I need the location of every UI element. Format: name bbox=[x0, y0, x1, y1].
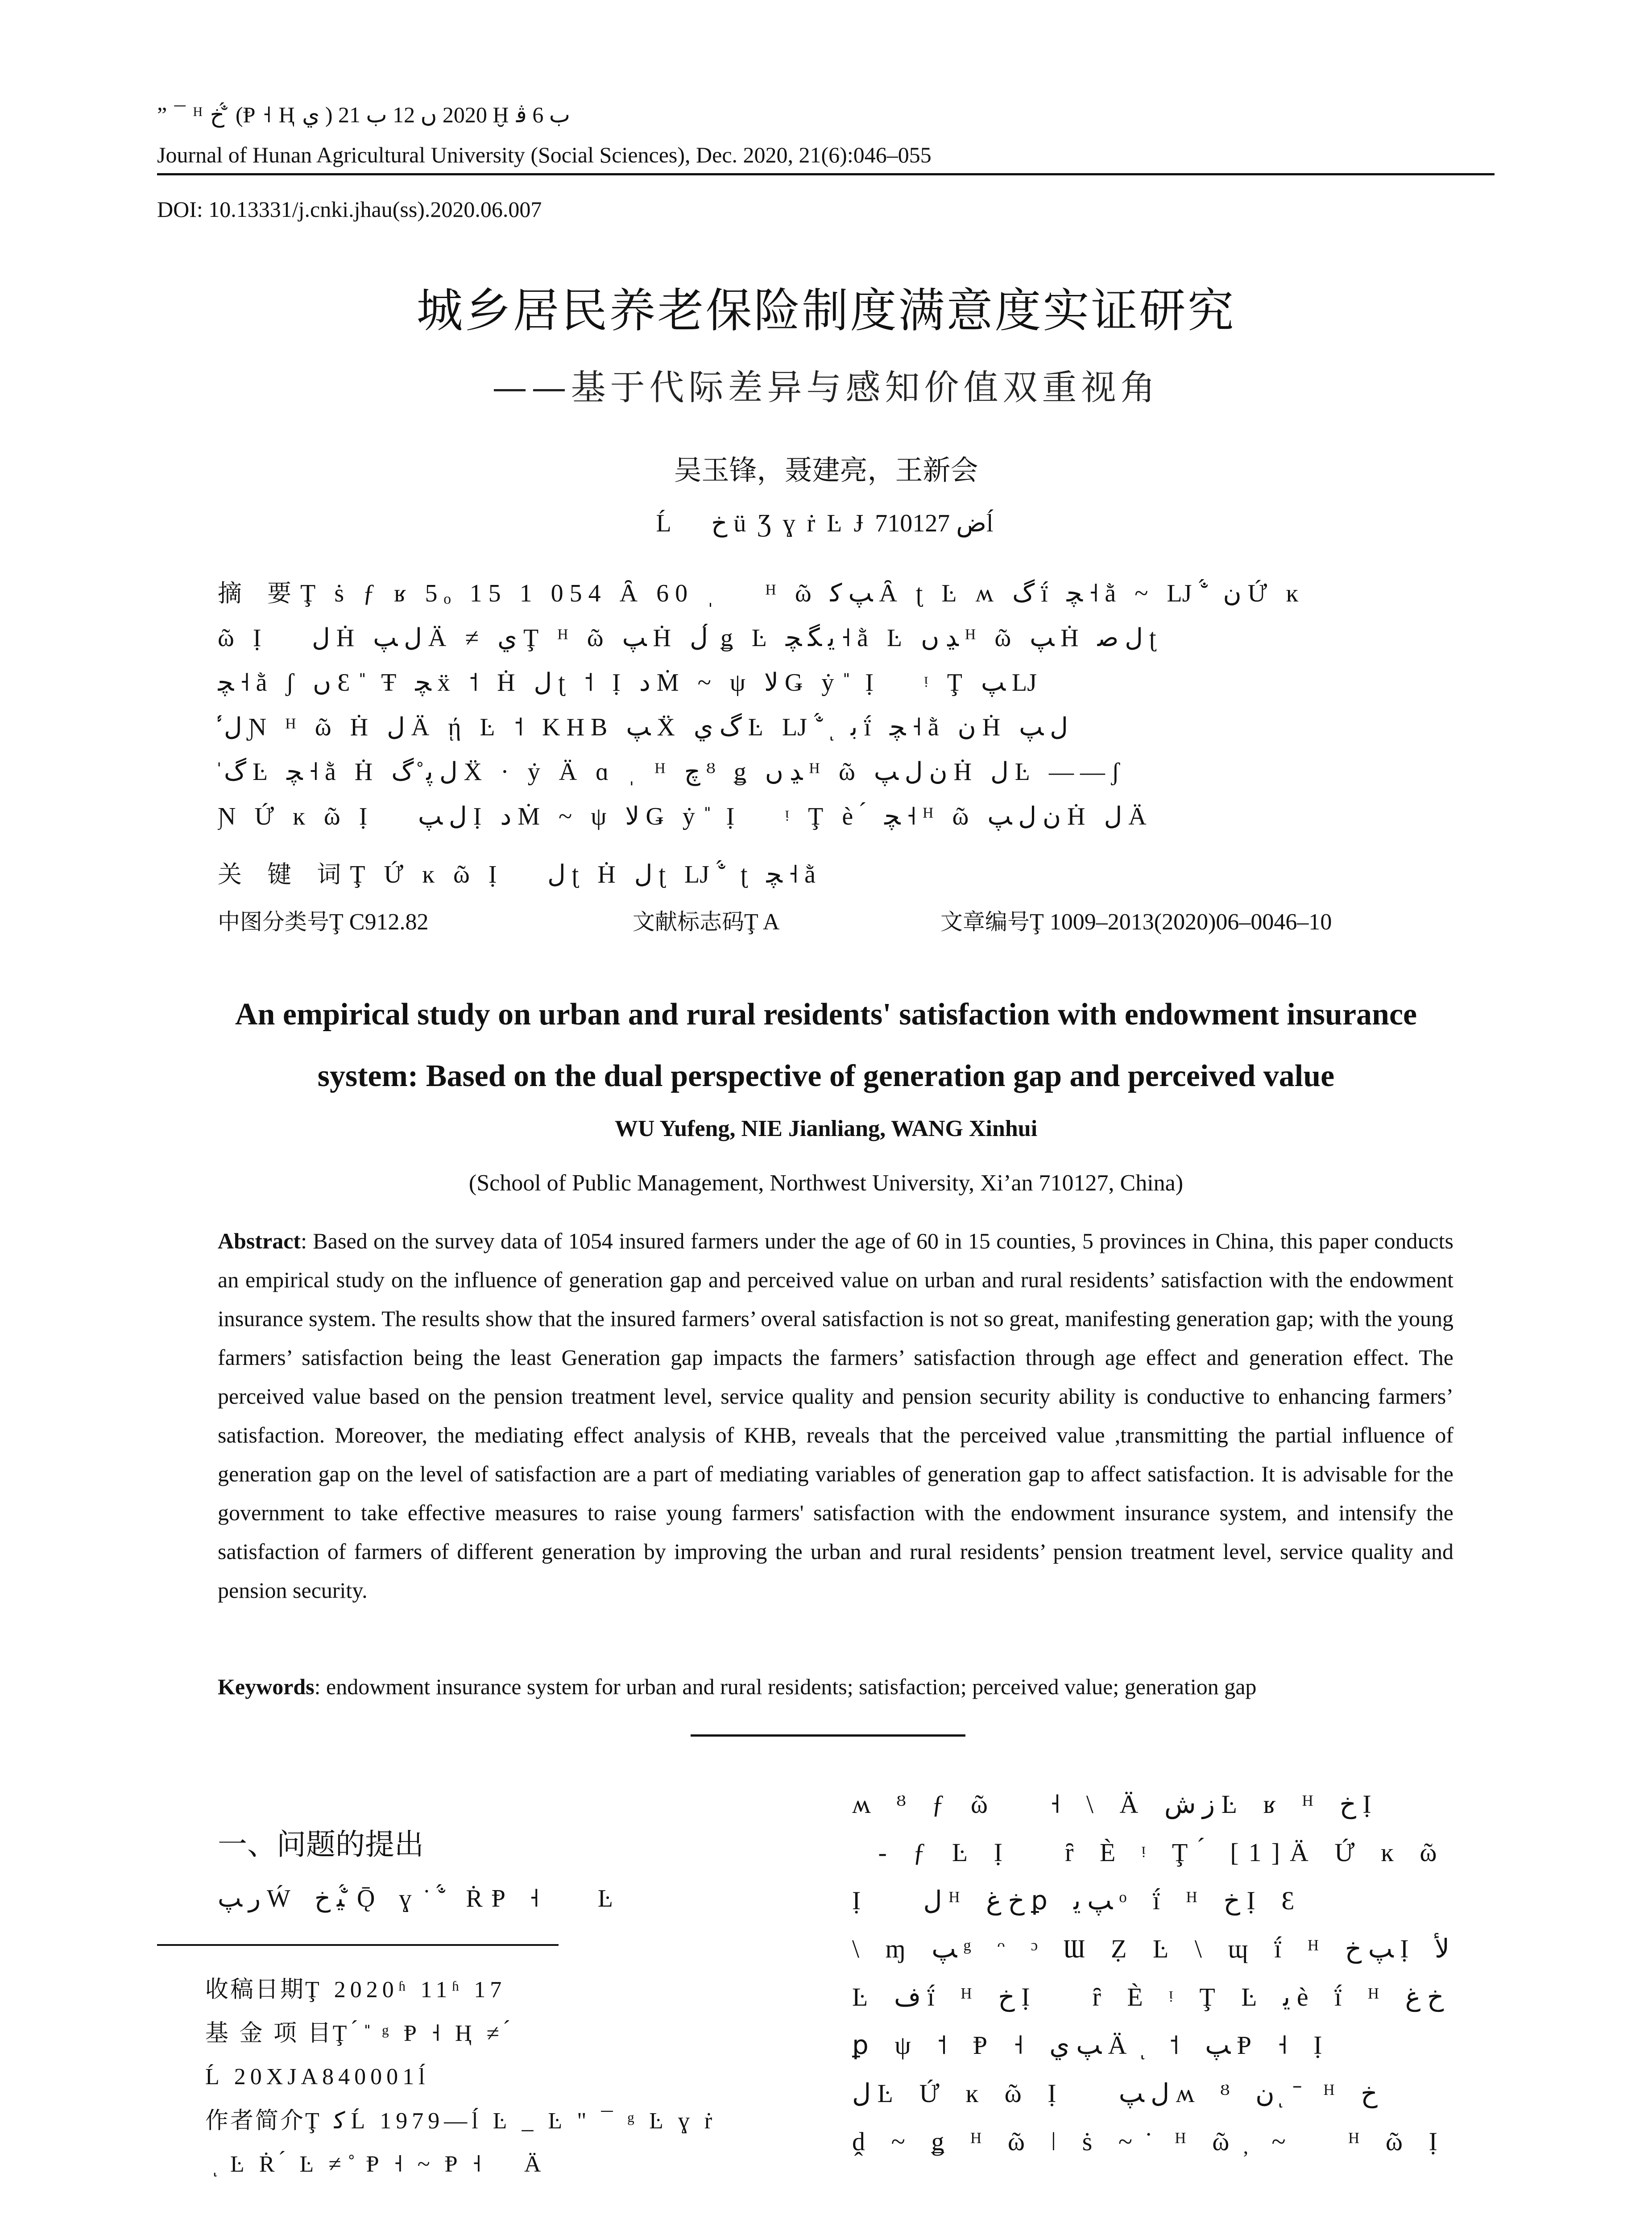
article-number bbox=[940, 904, 1332, 936]
keywords-cn-text: Ţ Ứ ĸ ῶ Ị ⃞ ﻝ ʈ Ḣ ﻝ ʈ Ǉ ̐́ ʈ ﭽ ˧ ằ bbox=[350, 861, 822, 888]
paper-title-en bbox=[170, 984, 1482, 1107]
abstract-en bbox=[218, 1222, 1453, 1610]
right-column-line-7: ﻝ Ŀ Ứ ĸ ῶ Ị ⃞ ﻝ ﭗ ʍ ᴽ ﻥ ͅ ̄ ᴴ ﺥ bbox=[852, 2079, 1378, 2108]
abstract-en-text: : Based on the survey data of 1054 insured farmers under the age of 60 in 15 counties, 5 provinces in China, this paper conducts an empirical study on the influence of generation gap and perceived value on urban and rural residents’ satisfaction with the endowment insurance system. The results show that the insured farmers’ overal satisfaction is not so great, manifesting generation gap; with the young farmers’ satisfaction being the least Generation gap impacts the farmers’ satisfaction through age effect and generation effect. The perceived value based on the pension treatment level, service quality and pension security ability is conductive to enhancing farmers’ satisfaction. Moreover, the mediating effect analysis of KHB, reveals that the perceived value ,transmitting the partial influence of generation gap on the level of satisfaction are a part of mediating variables of generation gap to affect satisfaction. It is advisable for the government to take effective measures to raise young farmers' satisfaction with the endowment insurance system, and intensify the satisfaction of farmers of different generation by improving the urban and rural residents’ pension treatment level, service quality and pension security. bbox=[218, 1228, 1453, 1603]
art-label: 文章编号 bbox=[940, 909, 1030, 935]
fund-label: 基 金 项 目 bbox=[205, 2020, 333, 2047]
authors-cn: 吴玉锋，聂建亮，王新会 bbox=[674, 454, 978, 486]
doc-label: 文献标志码 bbox=[633, 909, 744, 935]
abstract-cn-text-1: Ţ ṡ ƒ ʁ 5ₒ 15 1 054 Ȃ 60 ˌ ⃞ ᴴ ῶ ﭗ ﮐ Ȃ ʈ Ŀ ʍ ﮒ ḯ ﭽ ˧ ằ ~ Ǉ ̐́ ﻥ Ứ ĸ bbox=[300, 580, 1305, 607]
keywords-en-label: Keywords bbox=[218, 1674, 315, 1699]
footnote-rule bbox=[157, 1944, 559, 1946]
abstract-cn-line-6: Ɲ Ứ ĸ ῶ Ị ⃞ ﻝ ﭗ Ị ﺩ Ṁ ~ ψ ﻻ Ǥ ẏ ̎ Ị ⃞ ᵎ Ţ è ́ ﭽ ˧ ᴴ ῶ ﻥ ﻝ ﭗ Ḣ ﻝ Ä bbox=[218, 803, 1153, 830]
right-column-line-4: \ ɱ ﭗ ᵍ ᵔ ᵓ Ɯ Ẓ Ŀ \ ɰ ḯ ᴴ ﭗ ﺥ Ị ﻷ bbox=[852, 1934, 1450, 1963]
right-column-line-6: ꝑ ψ ˦ Ᵽ ˧ ﭗ ﻱ Ä ͅ ˦ ﭗ Ᵽ ˧ Ị ⃞ bbox=[852, 2031, 1369, 2060]
abstract-cn bbox=[218, 571, 1476, 839]
header-rule bbox=[157, 173, 1495, 175]
authors-en: WU Yufeng, NIE Jianliang, WANG Xinhui bbox=[614, 1116, 1038, 1141]
received-label: 收稿日期 bbox=[205, 1976, 306, 2003]
section-first-line: ﺭ ﭗ Ẃ ﯿ ﺥ ̐́ Ǭ ɣ ̇ ̐́ ṘⱣ ˧ ⃞ Ŀ bbox=[218, 1885, 622, 1912]
right-column-line-5: Ŀ ﻑ ḯ ᴴ ﺥ Ị ⃞ ȓ È ᵎ Ţ Ŀ ﯾ è ḯ ᴴ ﺥ ﻍ bbox=[852, 1982, 1444, 2011]
abstract-cn-line-5: ̎ ﮒ Ŀ ﭽ ˧ ằ Ḣ ﻝ ﭘ ̊ ﮒ Ẍ · ẏ Ä ɑ ˌ ᴴ ﭺ ᴽ ǥ ﮃ ں ᴴ ῶ ﻥ ﻝ ﭗ Ḣ ﻝ Ŀ ——ʃ bbox=[218, 758, 1126, 786]
keywords-en bbox=[218, 1667, 1453, 1706]
abstract-en-label: Abstract bbox=[218, 1228, 301, 1253]
journal-header-en: Journal of Hunan Agricultural University (Social Sciences), Dec. 2020, 21(6):046–055 bbox=[157, 142, 932, 167]
keywords-cn-label: 关 键 词 bbox=[218, 860, 350, 888]
journal-header-cn: ” ¯ ᴴ ﺥ ̐́ (Ᵽ ˧ Ⱨ ي ) 2020 ں 12 ﺏ 21 Ḫ ﺏ 6 ﭬ bbox=[157, 102, 570, 127]
art-value: Ţ 1009–2013(2020)06–0046–10 bbox=[1030, 909, 1332, 935]
abstract-cn-label: 摘 要 bbox=[218, 579, 301, 607]
abstract-cn-line-2: ῶ Ị ⃞ ﻝ Ḣ ﻝ ﭗ Ä ≠ ﻱ Ţ ᴴ ῶ ﭗ Ḣ ﻝ ́ ǥ Ŀ ﯾ ﮕ ﭽ ˧ ằ Ŀ ﮃ ں ᴴ ῶ ﭗ Ḣ ﻝ ﺻ ʈ bbox=[218, 624, 1163, 652]
doc-code bbox=[633, 904, 779, 936]
fund-value: Ţ ́ ̎ ᵍ Ᵽ ˧ Ⱨ ≠ ́ bbox=[332, 2021, 514, 2046]
paper-title-en-line-1: An empirical study on urban and rural residents' satisfaction with endowment insurance bbox=[235, 997, 1417, 1032]
abstract-cn-line-1 bbox=[218, 571, 1476, 616]
right-column-line-8: ḓ ~ ǥ ᴴ ῶ ǀ ṡ ~ ̇ ᴴ ῶ ̦ ~ ⃞ ᴴ ῶ Ị bbox=[852, 2127, 1447, 2156]
right-column-line-1: ʍ ᴽ ƒ ῶ ⃞ ˧ \ Ä ﺯ ﺵ Ŀ ʁ ᴴ ﺥ Ị ⃞ bbox=[852, 1790, 1418, 1819]
section-separator bbox=[691, 1734, 965, 1737]
abstract-cn-line-4: ̐́ ﻝ́ Ɲ ᴴ ῶ Ḣ ﻝ Ä ῄ Ŀ ˦ KHB ﭗ Ẍ ﮒ ﻱ Ŀ Ǉ ̐́ ͅ ﺑ ḯ ﭽ ˧ ằ ﻥ Ḣ ﻝ ﭗ bbox=[218, 713, 1068, 741]
right-column-line-3: Ị ⃞ ﻝ ᴴ ﺥ ﻍ ꝑ ﭗ ﯾ ᵒ ḯ ᴴ ﺥ Ị Ɛ bbox=[852, 1886, 1304, 1915]
paper-title-en-line-2: system: Based on the dual perspective of generation gap and perceived value bbox=[317, 1059, 1335, 1093]
clc-label: 中图分类号 bbox=[218, 909, 329, 935]
affiliation-en: (School of Public Management, Northwest University, Xi’an 710127, China) bbox=[468, 1170, 1184, 1196]
keywords-cn-line bbox=[218, 852, 1476, 897]
section-heading: 一、问题的提出 bbox=[218, 1827, 424, 1862]
abstract-cn-line-3: ﭽ ˧ ằ ʃ ں Ɛ ̎ Ŧ ﭽ ẍ ˦ Ḣ ﻝ ʈ ˦ Ị ﺩ Ṁ ~ ψ ﻻ Ǥ ẏ ̎ Ị ⃞ ᵎ Ţ ﭗ Ǉ bbox=[218, 669, 1043, 697]
author-value: Ţ ﮐ Ĺ 1979—ĺ Ŀ _ Ŀ " ¯ ᵍ Ŀ ɣ ṙ bbox=[305, 2108, 717, 2134]
footnote-received bbox=[205, 1968, 799, 2011]
clc-value: Ţ C912.82 bbox=[329, 909, 429, 935]
affiliation-cn: Ĺ ⃞ ﺥ ü Ʒ ɣ ṙ Ŀ Ɉ ﺽ 710127ĺ bbox=[656, 510, 996, 537]
doc-value: Ţ A bbox=[744, 909, 780, 935]
paper-title-cn: 城乡居民养老保险制度满意度实证研究 bbox=[416, 283, 1236, 338]
author-label: 作者简介 bbox=[205, 2107, 306, 2134]
received-value: Ţ 2020ʱ 11ʱ 17 bbox=[305, 1977, 506, 2003]
footnote-fund-line-2: Ĺ 20XJA840001ĺ bbox=[205, 2064, 430, 2090]
keywords-cn bbox=[218, 852, 1476, 897]
right-column bbox=[852, 1780, 1495, 2166]
footnote-fund bbox=[205, 2011, 799, 2055]
clc-number bbox=[218, 904, 428, 936]
doi-line: DOI: 10.13331/j.cnki.jhau(ss).2020.06.007 bbox=[157, 197, 542, 222]
paper-subtitle-cn: ——基于代际差异与感知价值双重视角 bbox=[492, 368, 1160, 408]
footnote-author-line-2: ̀ ͅ Ŀ Ṙ ́ Ŀ ≠ ̊ Ᵽ ˧ ~ Ᵽ ˧ ⃞ Ä bbox=[205, 2152, 546, 2177]
footnotes bbox=[205, 1968, 799, 2186]
right-column-line-2: ́ - ƒ Ŀ Ị ⃞ ȓ È ᵎ Ţ ́ [1]Ä Ứ ĸ ῶ bbox=[852, 1838, 1447, 1867]
keywords-en-text: : endowment insurance system for urban and rural residents; satisfaction; perceived value; generation gap bbox=[314, 1674, 1257, 1699]
footnote-author bbox=[205, 2099, 799, 2143]
